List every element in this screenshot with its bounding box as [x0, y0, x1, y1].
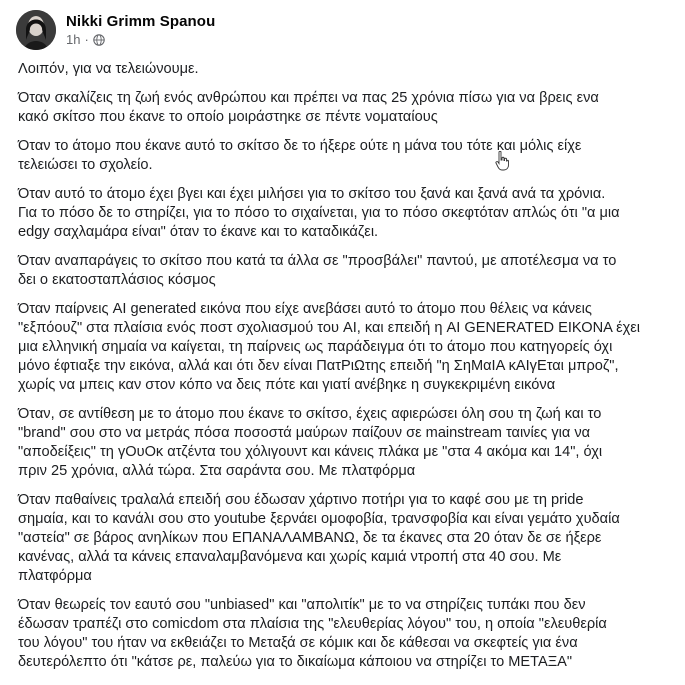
mouse-cursor-icon	[495, 151, 509, 171]
post-timestamp[interactable]: 1h	[66, 32, 81, 47]
paragraph-line: "αστεία" σε βάρος ανηλίκων που ΕΠΑΝΑΛΑΜΒΑΝΩ, δε τα έκανες στα 20 όταν δε σε ήξερε	[18, 530, 602, 546]
paragraph-line: "brand" σου στο να μετράς πόσα ποσοστά μαύρων παίζουν σε mainstream ταινίες για να	[18, 425, 591, 441]
separator-dot: ·	[84, 32, 89, 47]
post-paragraph	[18, 596, 678, 672]
paragraph-line: μια ελληνική σημαία να καίγεται, τη παίρνεις ως παράδειγμα ότι το άτομο που κατηγορείς όχι	[18, 339, 613, 355]
post-paragraph	[18, 185, 678, 242]
paragraph-line: Όταν αναπαράγεις το σκίτσο που κατά τα άλλα σε "προσβάλει" παντού, με αποτέλεσμα να το	[18, 253, 617, 269]
profile-photo-icon	[16, 10, 56, 50]
post-meta	[66, 12, 215, 48]
paragraph-line: Όταν σκαλίζεις τη ζωή ενός ανθρώπου και πρέπει να πας 25 χρόνια πίσω για να βρεις ενα	[18, 90, 599, 106]
post-paragraph	[18, 252, 678, 290]
paragraph-line: πριν 25 χρόνια, αλλά τώρα. Στα σαράντα σου. Με πλατφόρμα	[18, 463, 416, 479]
post-header	[16, 10, 215, 50]
paragraph-line: δει ο εκατοσταπλάσιος κόσμος	[18, 272, 216, 288]
paragraph-line: πλατφόρμα	[18, 568, 92, 584]
paragraph-line: "αποδείξεις" τη γΟυΟκ ατζέντα του χόλιγουντ και κάνεις πλάκα με "στα 4 ακόμα και 14", όχι	[18, 444, 603, 460]
post-paragraph	[18, 300, 678, 395]
paragraph-line: Όταν, σε αντίθεση με το άτομο που έκανε το σκίτσο, έχεις αφιερώσει όλη σου τη ζωή και το	[18, 406, 602, 422]
paragraph-line: σημαία, και το κανάλι σου στο youtube ξερνάει ομοφοβία, τρανσφοβία και είναι γεμάτο χυδαία	[18, 511, 620, 527]
paragraph-line: κακό σκίτσο που έκανε το οποίο μοιράστηκε σε πέντε νοματαίους	[18, 109, 438, 125]
post-paragraph	[18, 60, 678, 79]
paragraph-line: Για το πόσο δε το στηρίζει, για το πόσο το σιχαίνεται, για το πόσο σκεφτόταν απλώς ότι "α μια	[18, 205, 620, 221]
paragraph-line: του λόγου" του ήταν να εκθειάζει το Μεταξά σε κόμικ και δε κάθεσαι να σκεφτείς για ένα	[18, 635, 578, 651]
globe-icon[interactable]	[93, 34, 105, 46]
paragraph-line: Όταν το άτομο που έκανε αυτό το σκίτσο δε το ήξερε ούτε η μάνα του τότε και μόλις είχε	[18, 138, 582, 154]
post-text	[18, 60, 678, 682]
paragraph-line: δευτερόλεπτο ότι "κάτσε ρε, παλεύω για το δικαίωμα κάποιου να στηρίζει το ΜΕΤΑΞΑ"	[18, 654, 573, 670]
paragraph-line: Λοιπόν, για να τελειώνουμε.	[18, 61, 199, 77]
paragraph-line: Όταν θεωρείς τον εαυτό σου "unbiased" και "απολιτίκ" με το να στηρίζεις τυπάκι που δεν	[18, 597, 586, 613]
paragraph-line: χωρίς να μπεις καν στον κόπο να δεις πότε και γιατί ανέβηκε η συγκεκριμένη εικόνα	[18, 377, 556, 393]
paragraph-line: "εξπόουζ" στα πλαίσια ενός ποστ σχολιασμού του AI, και επειδή η AI GENERATED ΕΙΚΟΝΑ έχει	[18, 320, 641, 336]
paragraph-line: Όταν παίρνεις AI generated εικόνα που είχε ανεβάσει αυτό το άτομο που θέλεις να κάνεις	[18, 301, 592, 317]
paragraph-line: edgy σαχλαμάρα είναι" όταν το έκανε και το καταδικάζει.	[18, 224, 379, 240]
post-paragraph	[18, 405, 678, 481]
post-subline	[66, 32, 215, 48]
paragraph-line: Όταν παθαίνεις τραλαλά επειδή σου έδωσαν χάρτινο ποτήρι για το καφέ σου με τη pride	[18, 492, 584, 508]
paragraph-line: τελειώσει το σχολείο.	[18, 157, 153, 173]
post-paragraph	[18, 137, 678, 175]
author-name[interactable]: Nikki Grimm Spanou	[66, 13, 216, 30]
paragraph-line: Όταν αυτό το άτομο έχει βγει και έχει μιλήσει για το σκίτσο του ξανά και ξανά ανά τα χρόνια.	[18, 186, 606, 202]
paragraph-line: κανένας, αλλά τα κάνεις επαναλαμβανόμενα και χωρίς καμιά ντροπή στα 40 σου. Με	[18, 549, 562, 565]
paragraph-line: μόνο έφτιαξε την εικόνα, αλλά και ότι δεν είναι ΠατΡιΩτης επειδή "η ΣηΜαΙΑ κΑΙγΕται μπροζ",	[18, 358, 619, 374]
author-avatar[interactable]	[16, 10, 56, 50]
paragraph-line: έδωσαν τραπέζι στο comicdom στα πλαίσια της "ελευθερίας λόγου" του, η οποία "ελευθερία	[18, 616, 607, 632]
post-paragraph	[18, 89, 678, 127]
post-paragraph	[18, 491, 678, 586]
